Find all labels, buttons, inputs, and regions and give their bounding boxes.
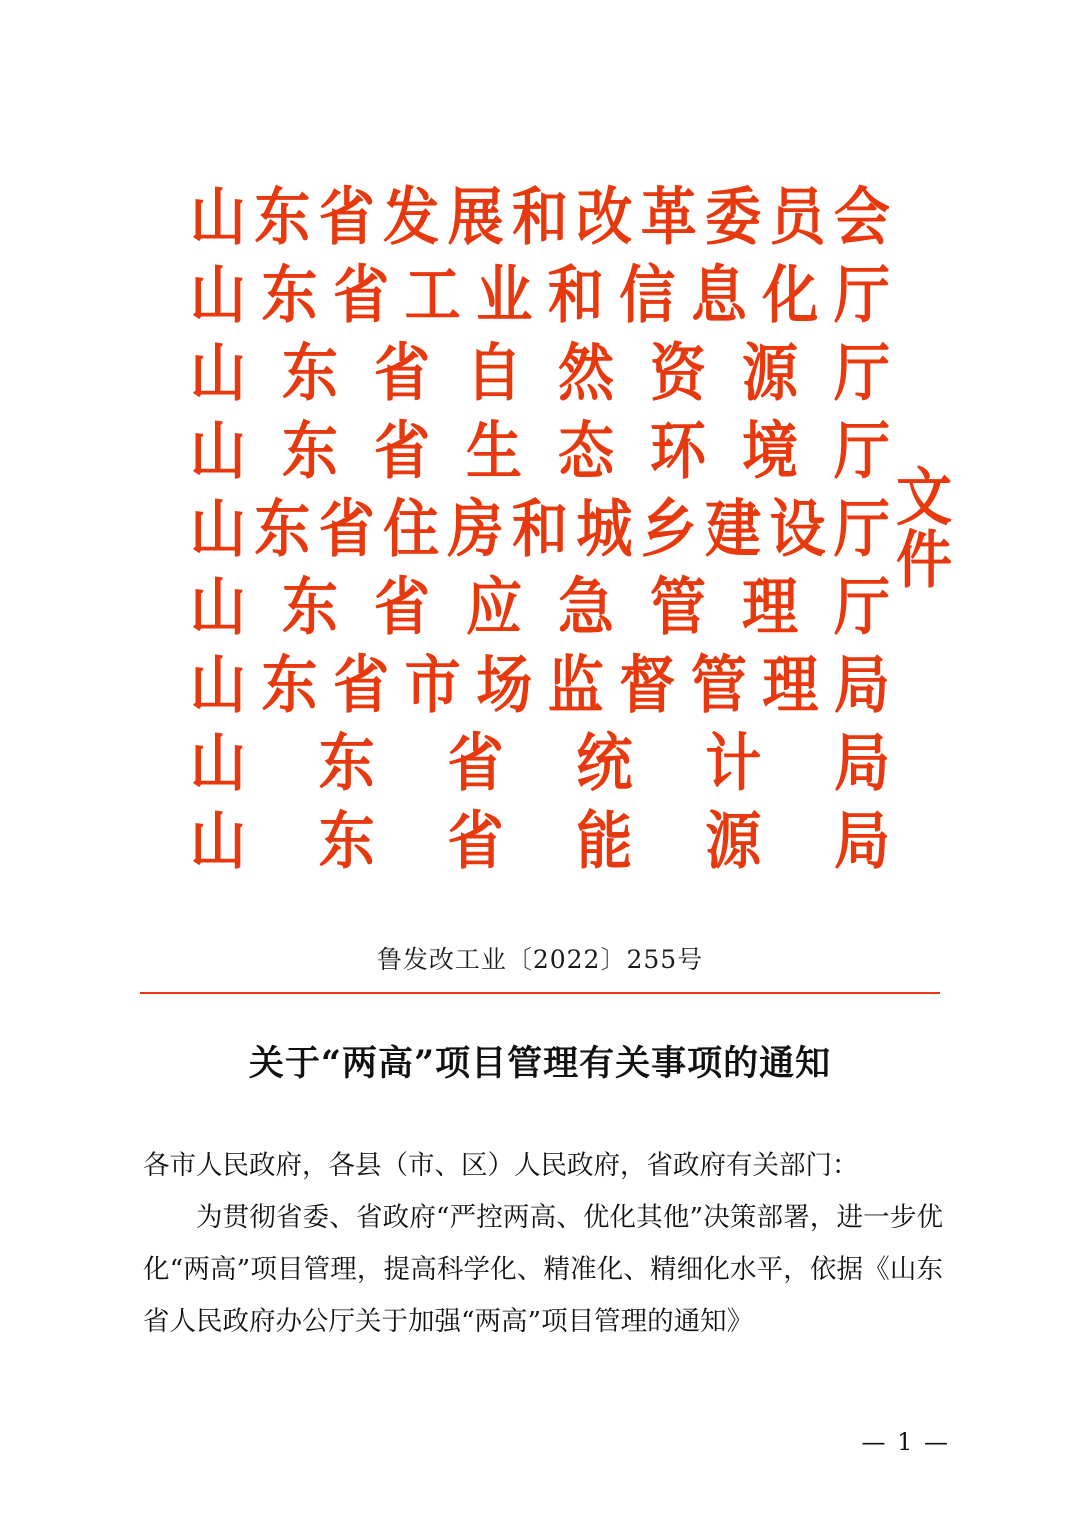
letterhead-char: 房 [447,492,504,566]
document-title: 关于“两高”项目管理有关事项的通知 [248,1043,832,1084]
letterhead-char: 山 [190,336,246,410]
letterhead-char: 局 [833,648,890,722]
letterhead-char: 住 [383,492,440,566]
letterhead-char: 局 [833,804,890,878]
letterhead-char: 急 [558,570,614,644]
letterhead-char: 省 [333,648,390,722]
letterhead-char: 生 [466,414,522,488]
letterhead-row-1 [190,178,890,256]
letterhead-char: 监 [547,648,604,722]
letterhead-char: 工 [404,258,461,332]
letterhead-char: 山 [190,414,246,488]
letterhead-char: 山 [190,570,246,644]
letterhead-char: 山 [190,648,246,722]
letterhead-char: 委 [705,180,762,254]
body-paragraph-1: 为贯彻省委、省政府“严控两高、优化其他”决策部署，进一步优化“两高”项目管理，提高科学化、精准化、精细化水平，依据《山东省人民政府办公厅关于加强“两高”项目管理的通知》 [143,1202,943,1337]
letterhead-char: 化 [762,258,819,332]
letterhead-row-4 [190,412,890,490]
letterhead-char: 东 [318,726,375,800]
letterhead-char: 省 [447,726,504,800]
letterhead-char: 东 [254,180,311,254]
letterhead-char: 山 [190,180,246,254]
letterhead-char: 环 [650,414,706,488]
letterhead-char: 理 [762,648,819,722]
letterhead-side-label [896,460,956,598]
letterhead-char: 态 [558,414,614,488]
letterhead-char: 源 [742,336,798,410]
letterhead-char: 山 [190,804,246,878]
letterhead-char: 厅 [833,492,890,566]
letterhead-char: 境 [742,414,798,488]
letterhead-masthead [0,178,1080,880]
letterhead-char: 东 [261,258,318,332]
letterhead-char: 会 [833,180,890,254]
document-number: 鲁发改工业〔2022〕255号 [376,945,704,974]
letterhead-char: 管 [650,570,706,644]
letterhead-char: 自 [466,336,522,410]
letterhead-char: 发 [383,180,440,254]
letterhead-char: 改 [576,180,633,254]
letterhead-char: 应 [466,570,522,644]
letterhead-char: 计 [705,726,762,800]
letterhead-char: 东 [282,570,338,644]
letterhead-char: 山 [190,492,246,566]
letterhead-row-2 [190,256,890,334]
letterhead-char: 业 [476,258,533,332]
letterhead-char: 和 [511,492,568,566]
letterhead-char: 革 [640,180,697,254]
letterhead-char: 厅 [834,414,890,488]
letterhead-char: 资 [650,336,706,410]
letterhead-char: 和 [547,258,604,332]
letterhead-row-6 [190,568,890,646]
letterhead-row-7 [190,646,890,724]
letterhead-char: 省 [374,414,430,488]
letterhead-side-label-text: 文件 [896,460,956,598]
red-divider-rule [140,992,940,994]
letterhead-row-5 [190,460,956,598]
letterhead-char: 省 [333,258,390,332]
letterhead-char: 东 [318,804,375,878]
letterhead-row-3 [190,334,890,412]
letterhead-char: 和 [511,180,568,254]
letterhead-char: 厅 [834,570,890,644]
letterhead-char: 东 [282,414,338,488]
letterhead-char: 局 [833,726,890,800]
letterhead-char: 管 [690,648,747,722]
letterhead-char: 源 [705,804,762,878]
letterhead-char: 督 [619,648,676,722]
letterhead-char: 省 [374,570,430,644]
letterhead-char: 建 [705,492,762,566]
letterhead-row-8 [190,724,890,802]
letterhead-char: 信 [619,258,676,332]
letterhead-char: 省 [374,336,430,410]
page-number: — 1 — [861,1428,950,1456]
letterhead-char: 展 [447,180,504,254]
letterhead-char: 市 [404,648,461,722]
letterhead-char: 能 [576,804,633,878]
letterhead-char: 然 [558,336,614,410]
letterhead-char: 息 [690,258,747,332]
letterhead-char: 厅 [833,258,890,332]
letterhead-char: 乡 [640,492,697,566]
letterhead-char: 理 [742,570,798,644]
letterhead-char: 东 [282,336,338,410]
letterhead-row-9 [190,802,890,880]
letterhead-char: 省 [318,180,375,254]
letterhead-char: 山 [190,258,246,332]
letterhead-char: 山 [190,726,246,800]
letterhead-char: 设 [769,492,826,566]
letterhead-char: 场 [476,648,533,722]
letterhead-char: 城 [576,492,633,566]
letterhead-char: 厅 [834,336,890,410]
letterhead-char: 员 [769,180,826,254]
letterhead-char: 省 [318,492,375,566]
letterhead-char: 东 [254,492,311,566]
letterhead-char: 东 [261,648,318,722]
body-paragraph-addressee: 各市人民政府，各县（市、区）人民政府，省政府有关部门： [143,1150,859,1181]
letterhead-char: 省 [447,804,504,878]
letterhead-char: 统 [576,726,633,800]
document-body [143,1140,943,1348]
